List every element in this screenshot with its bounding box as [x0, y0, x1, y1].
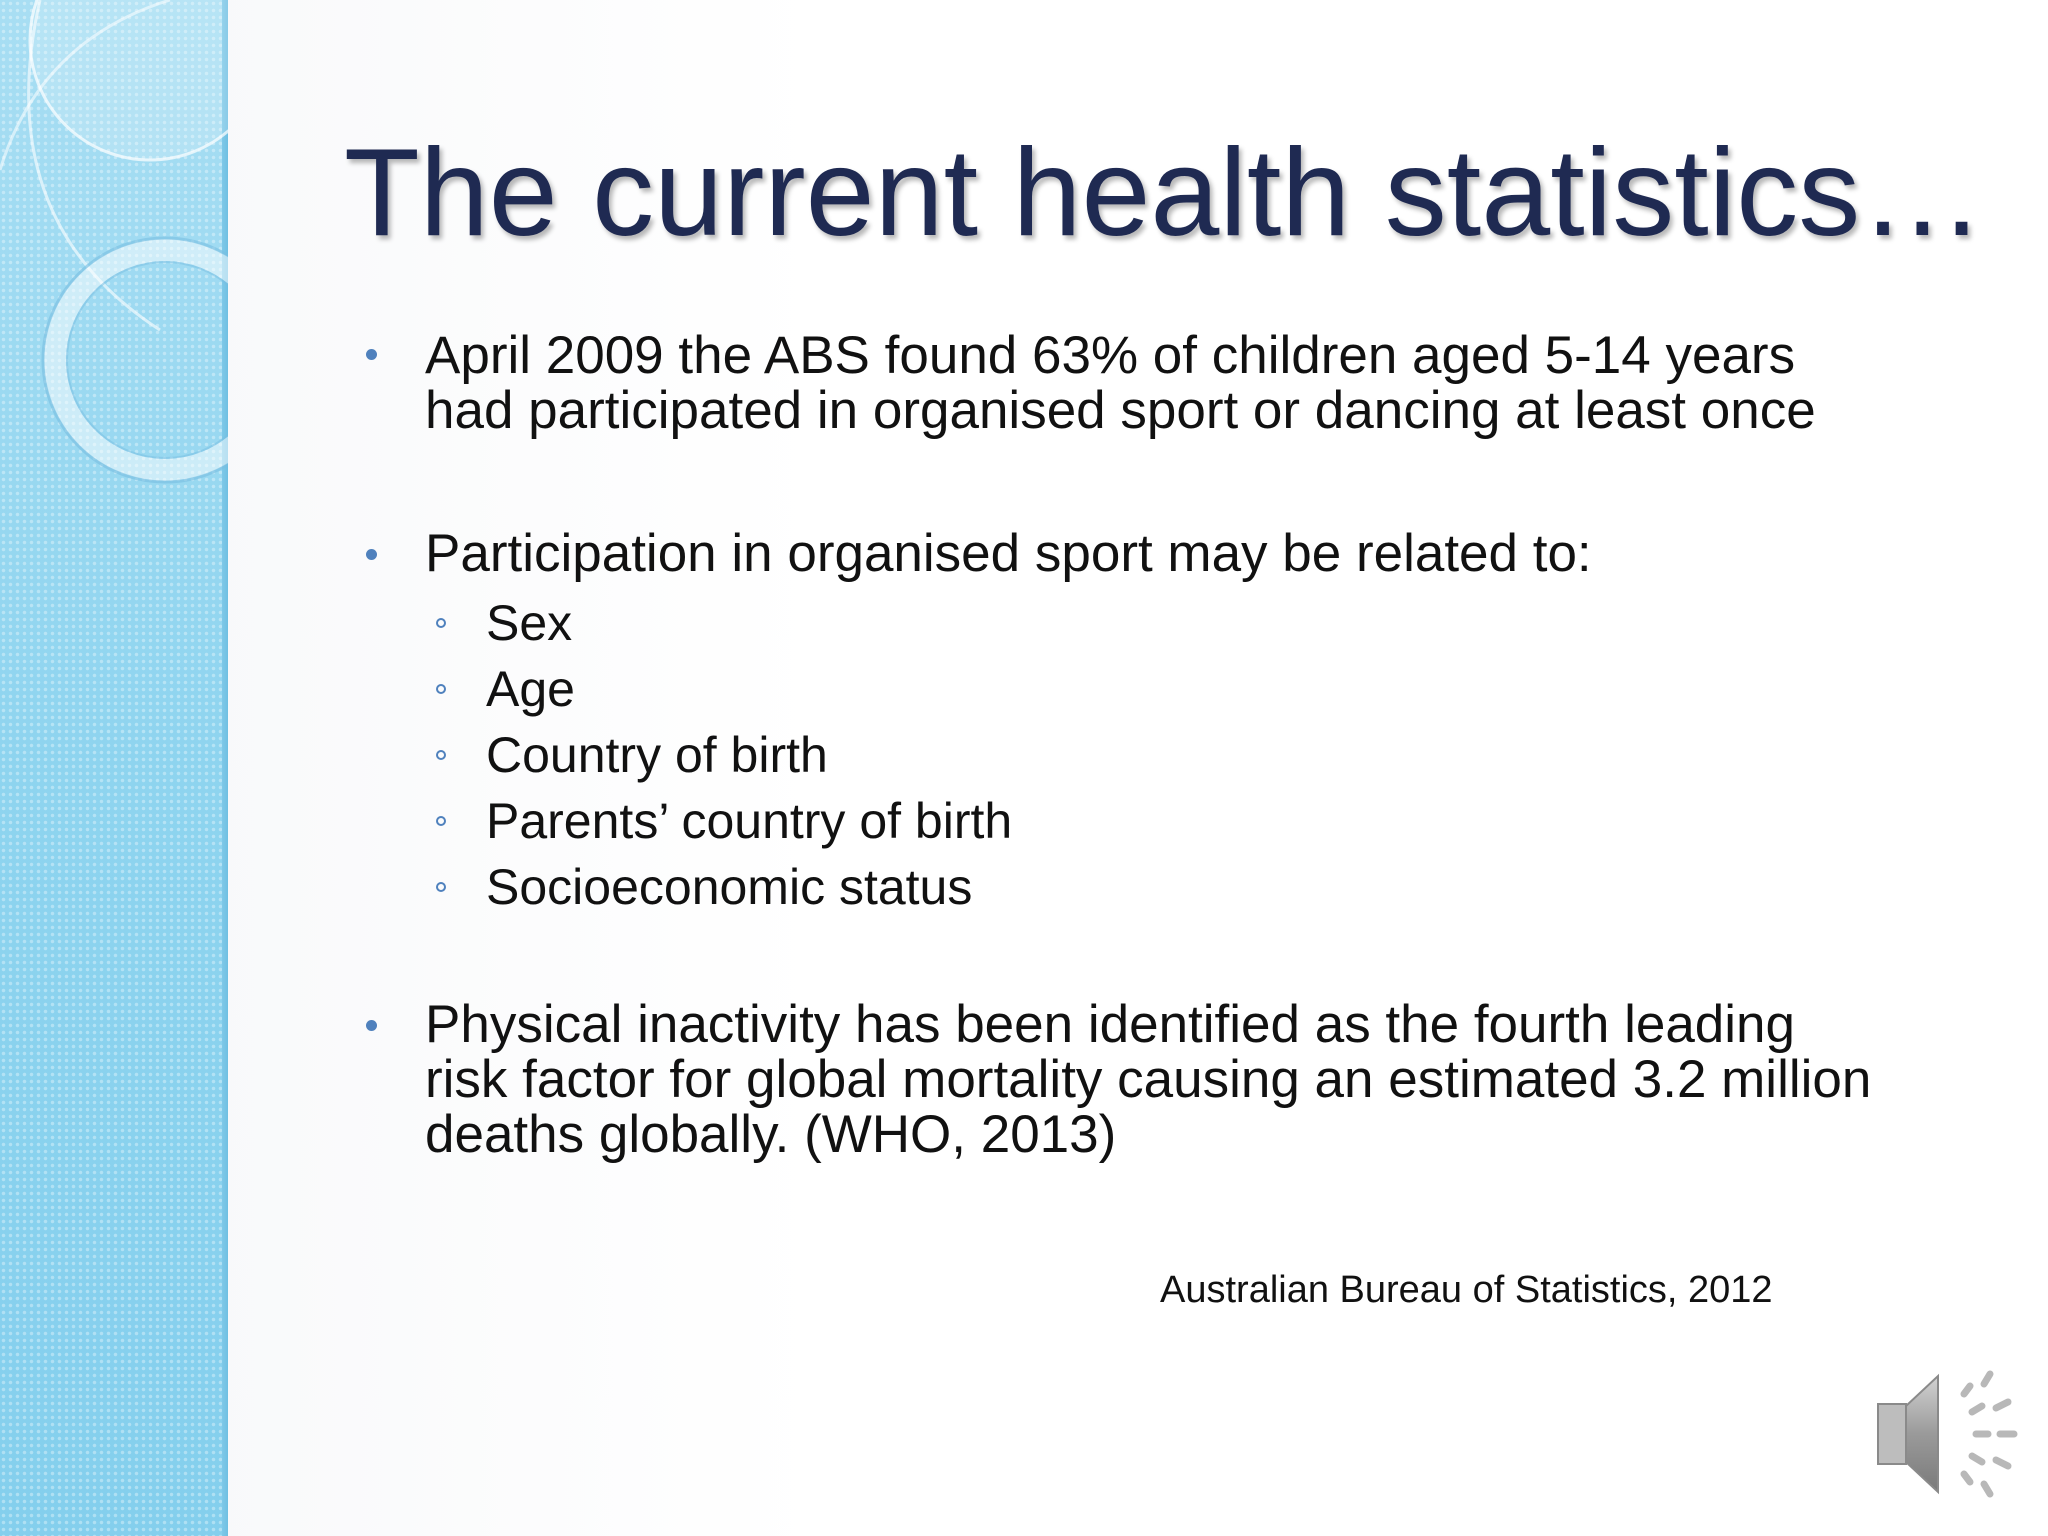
sub-bullet-1-icon	[436, 618, 446, 628]
sub-bullet-3-icon	[436, 750, 446, 760]
sub-item-socioeconomic-status: Socioeconomic status	[486, 859, 973, 915]
slide-title: The current health statistics…	[344, 124, 1985, 262]
speaker-icon[interactable]	[1872, 1364, 2020, 1504]
sub-bullet-2-icon	[436, 684, 446, 694]
bullet-1-text: April 2009 the ABS found 63% of children aged 5-14 years had participated in organised sport or dancing at least once	[425, 326, 1816, 440]
sub-item-age: Age	[486, 661, 575, 717]
bullet-2-icon	[366, 549, 377, 560]
sub-item-country-of-birth: Country of birth	[486, 727, 828, 783]
sub-bullet-5-icon	[436, 882, 446, 892]
bullet-3-icon	[366, 1020, 377, 1031]
sub-item-sex: Sex	[486, 595, 573, 651]
bullet-2-text: Participation in organised sport may be related to:	[425, 524, 1592, 583]
source-note: Australian Bureau of Statistics, 2012	[1160, 1269, 1773, 1311]
sub-item-parents-country-of-birth: Parents’ country of birth	[486, 793, 1013, 849]
bullet-3-text: Physical inactivity has been identified as the fourth leading risk factor for global mortality causing an estimated 3.2 million deaths globally. (WHO, 2013)	[425, 995, 1872, 1164]
bullet-1-icon	[366, 349, 377, 360]
sub-bullet-4-icon	[436, 816, 446, 826]
